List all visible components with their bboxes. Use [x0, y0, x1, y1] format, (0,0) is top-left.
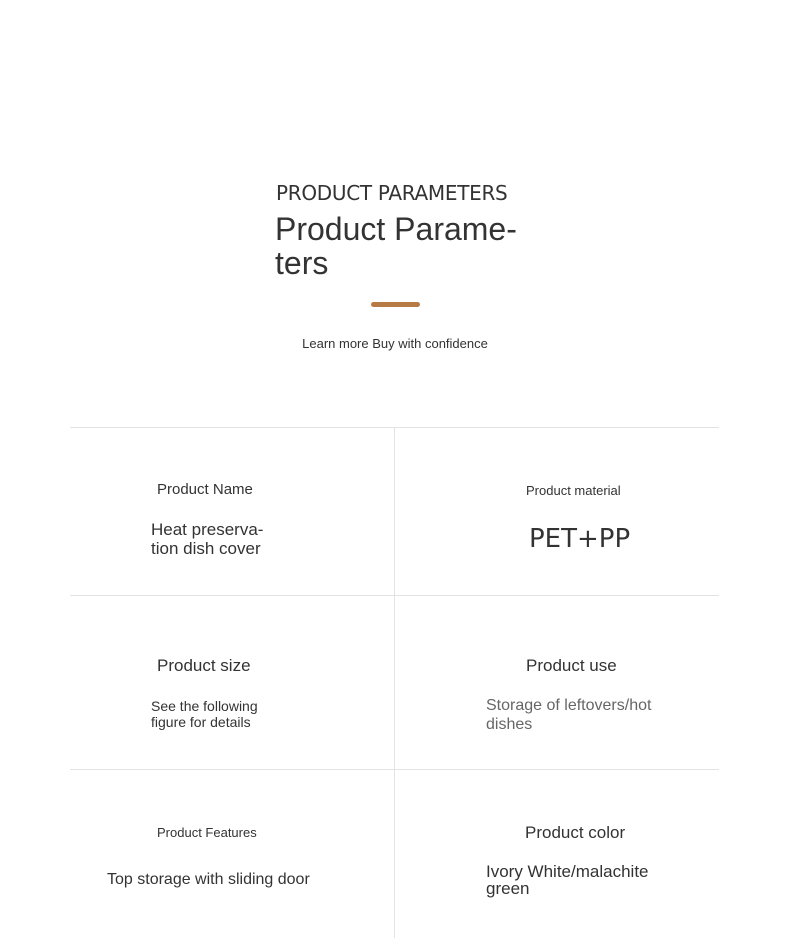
- param-value-line1: Ivory White/malachite: [486, 862, 649, 881]
- param-label: Product Name: [157, 481, 253, 498]
- table-divider-vertical: [394, 428, 395, 938]
- param-value: [486, 696, 651, 734]
- param-value-line2: green: [486, 879, 530, 898]
- param-label: Product Features: [157, 825, 257, 840]
- param-label: Product color: [525, 823, 626, 842]
- param-value: [486, 863, 649, 897]
- section-title-caps: PRODUCT PARAMETERS: [276, 181, 508, 205]
- tagline: Learn more Buy with confidence: [302, 336, 488, 351]
- param-value-line1: Heat preserva-: [151, 520, 264, 539]
- section-title-line2: ters: [275, 245, 329, 281]
- section-title: [275, 212, 535, 280]
- param-value-line2: tion dish cover: [151, 539, 261, 558]
- param-value: [151, 698, 258, 730]
- param-value-line2: figure for details: [151, 714, 251, 730]
- param-value: [151, 520, 263, 558]
- section-title-line1: Product Parame-: [275, 211, 517, 247]
- param-label: Product material: [526, 483, 621, 498]
- param-value-line2: dishes: [486, 716, 533, 733]
- param-value-line1: Storage of leftovers/hot: [486, 697, 652, 714]
- param-value: PET+PP: [529, 524, 631, 554]
- param-label: Product size: [157, 656, 251, 675]
- param-value-line1: See the following: [151, 698, 258, 714]
- accent-divider: [371, 302, 420, 307]
- param-value: Top storage with sliding door: [107, 871, 310, 888]
- param-label: Product use: [526, 656, 617, 675]
